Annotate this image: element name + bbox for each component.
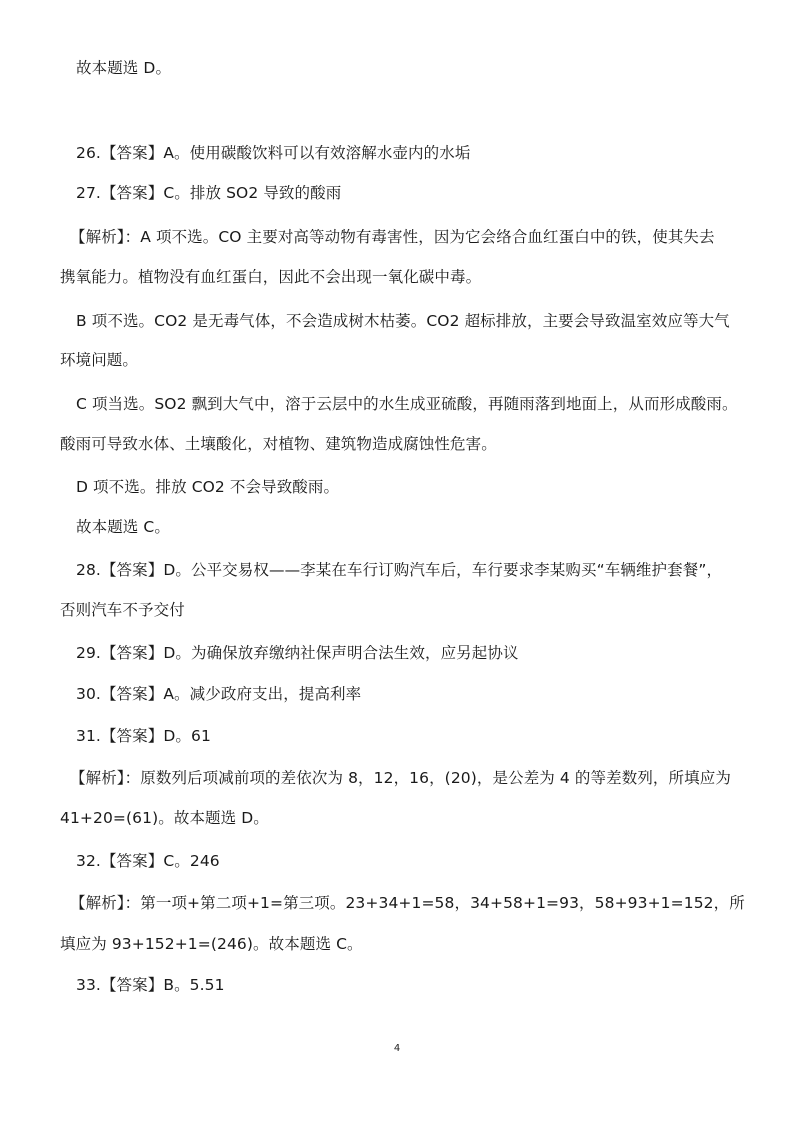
answer-28-cont: 否则汽车不予交付	[60, 601, 185, 619]
answer-29: 29.【答案】D。为确保放弃缴纳社保声明合法生效，应另起协议	[76, 644, 519, 662]
analysis-27-a-cont: 携氧能力。植物没有血红蛋白，因此不会出现一氧化碳中毒。	[60, 268, 482, 286]
answer-30: 30.【答案】A。减少政府支出，提高利率	[76, 685, 362, 703]
analysis-27-c: C 项当选。SO2 飘到大气中，溶于云层中的水生成亚硫酸，再随雨落到地面上，从而形成酸雨。	[76, 395, 738, 413]
answer-28: 28.【答案】D。公平交易权——李某在车行订购汽车后，车行要求李某购买“车辆维护套餐”，	[76, 561, 723, 579]
analysis-32-cont: 填应为 93+152+1=(246)。故本题选 C。	[60, 935, 363, 953]
answer-26: 26.【答案】A。使用碳酸饮料可以有效溶解水壶内的水垢	[76, 144, 471, 162]
analysis-31: 【解析】：原数列后项减前项的差依次为 8，12，16，(20)，是公差为 4 的等差数列，所填应为	[70, 769, 731, 787]
text-line-conclusion-c: 故本题选 C。	[76, 518, 170, 536]
analysis-27-c-cont: 酸雨可导致水体、土壤酸化，对植物、建筑物造成腐蚀性危害。	[60, 435, 497, 453]
answer-32: 32.【答案】C。246	[76, 852, 220, 870]
text-line-conclusion-d: 故本题选 D。	[76, 59, 172, 77]
analysis-27-b-cont: 环境问题。	[60, 351, 139, 369]
answer-33: 33.【答案】B。5.51	[76, 976, 225, 994]
analysis-31-cont: 41+20=(61)。故本题选 D。	[60, 809, 269, 827]
answer-31: 31.【答案】D。61	[76, 727, 211, 745]
page-number: 4	[393, 1043, 401, 1054]
analysis-27-b: B 项不选。CO2 是无毒气体，不会造成树木枯萎。CO2 超标排放，主要会导致温室效应等大气	[76, 312, 730, 330]
analysis-32: 【解析】：第一项+第二项+1=第三项。23+34+1=58，34+58+1=93，58+93+1=152，所	[70, 894, 745, 912]
answer-27: 27.【答案】C。排放 SO2 导致的酸雨	[76, 184, 342, 202]
analysis-27-a: 【解析】：A 项不选。CO 主要对高等动物有毒害性，因为它会络合血红蛋白中的铁，使其失去	[70, 228, 715, 246]
analysis-27-d: D 项不选。排放 CO2 不会导致酸雨。	[76, 478, 340, 496]
